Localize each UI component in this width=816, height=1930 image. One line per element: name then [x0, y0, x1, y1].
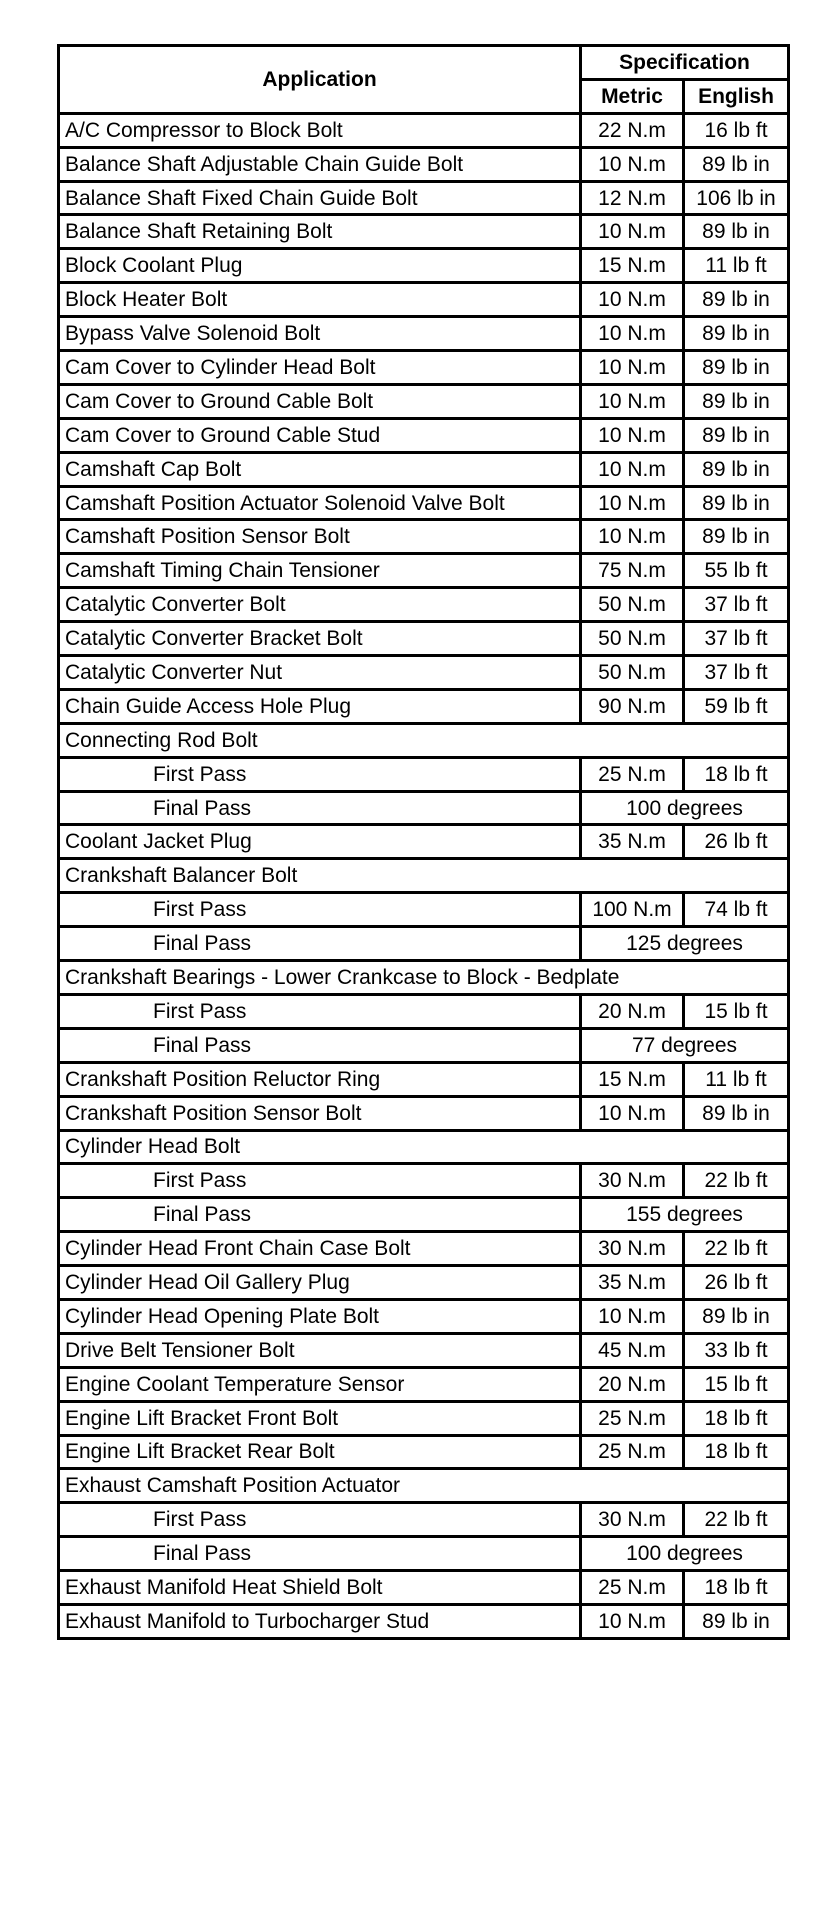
application-cell: Balance Shaft Fixed Chain Guide Bolt	[59, 181, 581, 215]
application-cell: Bypass Valve Solenoid Bolt	[59, 317, 581, 351]
english-cell: 89 lb in	[684, 1096, 789, 1130]
metric-cell: 30 N.m	[581, 1232, 684, 1266]
pass-label-cell: First Pass	[59, 1164, 581, 1198]
header-row-top	[59, 46, 789, 80]
metric-cell: 10 N.m	[581, 384, 684, 418]
english-cell: 22 lb ft	[684, 1164, 789, 1198]
english-cell: 11 lb ft	[684, 1062, 789, 1096]
english-cell: 26 lb ft	[684, 825, 789, 859]
table-row	[59, 1096, 789, 1130]
table-row	[59, 1299, 789, 1333]
metric-cell: 10 N.m	[581, 1096, 684, 1130]
table-row	[59, 825, 789, 859]
metric-cell: 20 N.m	[581, 994, 684, 1028]
metric-cell: 25 N.m	[581, 1571, 684, 1605]
group-label-cell: Crankshaft Bearings - Lower Crankcase to Block - Bedplate	[59, 961, 789, 995]
english-cell: 18 lb ft	[684, 1401, 789, 1435]
metric-cell: 22 N.m	[581, 113, 684, 147]
pass-row	[59, 1503, 789, 1537]
english-cell: 18 lb ft	[684, 757, 789, 791]
application-cell: Block Coolant Plug	[59, 249, 581, 283]
application-cell: Cam Cover to Ground Cable Stud	[59, 418, 581, 452]
application-cell: Cam Cover to Cylinder Head Bolt	[59, 351, 581, 385]
angle-cell: 155 degrees	[581, 1198, 789, 1232]
metric-cell: 10 N.m	[581, 418, 684, 452]
english-cell: 26 lb ft	[684, 1266, 789, 1300]
table-row	[59, 283, 789, 317]
torque-spec-table	[57, 44, 790, 1640]
english-cell: 37 lb ft	[684, 622, 789, 656]
table-row	[59, 317, 789, 351]
table-row	[59, 689, 789, 723]
application-cell: Balance Shaft Adjustable Chain Guide Bolt	[59, 147, 581, 181]
table-row	[59, 656, 789, 690]
table-header	[59, 46, 789, 114]
english-cell: 11 lb ft	[684, 249, 789, 283]
application-cell: Exhaust Manifold Heat Shield Bolt	[59, 1571, 581, 1605]
metric-cell: 15 N.m	[581, 249, 684, 283]
table-row	[59, 588, 789, 622]
metric-cell: 50 N.m	[581, 656, 684, 690]
application-cell: Balance Shaft Retaining Bolt	[59, 215, 581, 249]
english-cell: 89 lb in	[684, 520, 789, 554]
english-cell: 37 lb ft	[684, 588, 789, 622]
metric-cell: 10 N.m	[581, 351, 684, 385]
group-row	[59, 859, 789, 893]
table-row	[59, 418, 789, 452]
angle-cell: 125 degrees	[581, 927, 789, 961]
english-cell: 89 lb in	[684, 147, 789, 181]
application-cell: Catalytic Converter Nut	[59, 656, 581, 690]
application-cell: Camshaft Cap Bolt	[59, 452, 581, 486]
table-row	[59, 452, 789, 486]
table-row	[59, 554, 789, 588]
table-row	[59, 1062, 789, 1096]
metric-cell: 25 N.m	[581, 757, 684, 791]
table-row	[59, 113, 789, 147]
table-row	[59, 215, 789, 249]
metric-cell: 75 N.m	[581, 554, 684, 588]
table-row	[59, 1401, 789, 1435]
metric-cell: 100 N.m	[581, 893, 684, 927]
application-cell: Engine Lift Bracket Rear Bolt	[59, 1435, 581, 1469]
english-cell: 74 lb ft	[684, 893, 789, 927]
application-cell: Camshaft Position Actuator Solenoid Valve Bolt	[59, 486, 581, 520]
application-cell: Cam Cover to Ground Cable Bolt	[59, 384, 581, 418]
group-label-cell: Cylinder Head Bolt	[59, 1130, 789, 1164]
metric-cell: 90 N.m	[581, 689, 684, 723]
table-row	[59, 1367, 789, 1401]
pass-label-cell: Final Pass	[59, 927, 581, 961]
group-row	[59, 1469, 789, 1503]
application-cell: Cylinder Head Opening Plate Bolt	[59, 1299, 581, 1333]
final-pass-row	[59, 1537, 789, 1571]
english-cell: 89 lb in	[684, 418, 789, 452]
header-specification: Specification	[581, 46, 789, 80]
english-cell: 16 lb ft	[684, 113, 789, 147]
final-pass-row	[59, 1198, 789, 1232]
metric-cell: 10 N.m	[581, 283, 684, 317]
table-row	[59, 1571, 789, 1605]
pass-label-cell: First Pass	[59, 893, 581, 927]
angle-cell: 77 degrees	[581, 1028, 789, 1062]
metric-cell: 35 N.m	[581, 1266, 684, 1300]
metric-cell: 25 N.m	[581, 1435, 684, 1469]
metric-cell: 15 N.m	[581, 1062, 684, 1096]
angle-cell: 100 degrees	[581, 1537, 789, 1571]
english-cell: 89 lb in	[684, 486, 789, 520]
application-cell: Cylinder Head Front Chain Case Bolt	[59, 1232, 581, 1266]
group-label-cell: Connecting Rod Bolt	[59, 723, 789, 757]
application-cell: Crankshaft Position Sensor Bolt	[59, 1096, 581, 1130]
metric-cell: 50 N.m	[581, 588, 684, 622]
english-cell: 37 lb ft	[684, 656, 789, 690]
header-english: English	[684, 79, 789, 113]
english-cell: 15 lb ft	[684, 1367, 789, 1401]
group-row	[59, 1130, 789, 1164]
english-cell: 18 lb ft	[684, 1435, 789, 1469]
table-row	[59, 384, 789, 418]
application-cell: Cylinder Head Oil Gallery Plug	[59, 1266, 581, 1300]
table-row	[59, 622, 789, 656]
table-body	[59, 113, 789, 1638]
english-cell: 89 lb in	[684, 1604, 789, 1638]
metric-cell: 30 N.m	[581, 1164, 684, 1198]
application-cell: Coolant Jacket Plug	[59, 825, 581, 859]
header-metric: Metric	[581, 79, 684, 113]
metric-cell: 10 N.m	[581, 520, 684, 554]
pass-row	[59, 893, 789, 927]
metric-cell: 45 N.m	[581, 1333, 684, 1367]
metric-cell: 10 N.m	[581, 215, 684, 249]
application-cell: Catalytic Converter Bolt	[59, 588, 581, 622]
application-cell: Exhaust Manifold to Turbocharger Stud	[59, 1604, 581, 1638]
group-row	[59, 961, 789, 995]
english-cell: 15 lb ft	[684, 994, 789, 1028]
pass-label-cell: Final Pass	[59, 791, 581, 825]
pass-label-cell: Final Pass	[59, 1028, 581, 1062]
pass-row	[59, 1164, 789, 1198]
table-row	[59, 1435, 789, 1469]
metric-cell: 20 N.m	[581, 1367, 684, 1401]
application-cell: Crankshaft Position Reluctor Ring	[59, 1062, 581, 1096]
group-label-cell: Exhaust Camshaft Position Actuator	[59, 1469, 789, 1503]
metric-cell: 10 N.m	[581, 1604, 684, 1638]
table-row	[59, 520, 789, 554]
table-row	[59, 486, 789, 520]
table-row	[59, 351, 789, 385]
application-cell: A/C Compressor to Block Bolt	[59, 113, 581, 147]
application-cell: Engine Lift Bracket Front Bolt	[59, 1401, 581, 1435]
english-cell: 89 lb in	[684, 215, 789, 249]
pass-label-cell: Final Pass	[59, 1198, 581, 1232]
english-cell: 33 lb ft	[684, 1333, 789, 1367]
pass-label-cell: First Pass	[59, 757, 581, 791]
table-row	[59, 147, 789, 181]
group-row	[59, 723, 789, 757]
metric-cell: 50 N.m	[581, 622, 684, 656]
table-row	[59, 249, 789, 283]
metric-cell: 10 N.m	[581, 1299, 684, 1333]
metric-cell: 10 N.m	[581, 317, 684, 351]
english-cell: 89 lb in	[684, 317, 789, 351]
application-cell: Camshaft Position Sensor Bolt	[59, 520, 581, 554]
english-cell: 22 lb ft	[684, 1232, 789, 1266]
final-pass-row	[59, 927, 789, 961]
group-label-cell: Crankshaft Balancer Bolt	[59, 859, 789, 893]
english-cell: 89 lb in	[684, 1299, 789, 1333]
metric-cell: 30 N.m	[581, 1503, 684, 1537]
table-row	[59, 1266, 789, 1300]
english-cell: 22 lb ft	[684, 1503, 789, 1537]
angle-cell: 100 degrees	[581, 791, 789, 825]
metric-cell: 25 N.m	[581, 1401, 684, 1435]
english-cell: 89 lb in	[684, 452, 789, 486]
final-pass-row	[59, 791, 789, 825]
application-cell: Block Heater Bolt	[59, 283, 581, 317]
pass-label-cell: Final Pass	[59, 1537, 581, 1571]
application-cell: Engine Coolant Temperature Sensor	[59, 1367, 581, 1401]
english-cell: 89 lb in	[684, 384, 789, 418]
english-cell: 18 lb ft	[684, 1571, 789, 1605]
table-row	[59, 1604, 789, 1638]
metric-cell: 10 N.m	[581, 147, 684, 181]
metric-cell: 10 N.m	[581, 486, 684, 520]
english-cell: 106 lb in	[684, 181, 789, 215]
metric-cell: 10 N.m	[581, 452, 684, 486]
pass-label-cell: First Pass	[59, 1503, 581, 1537]
application-cell: Chain Guide Access Hole Plug	[59, 689, 581, 723]
english-cell: 59 lb ft	[684, 689, 789, 723]
pass-row	[59, 994, 789, 1028]
pass-label-cell: First Pass	[59, 994, 581, 1028]
application-cell: Catalytic Converter Bracket Bolt	[59, 622, 581, 656]
header-application: Application	[59, 46, 581, 114]
metric-cell: 35 N.m	[581, 825, 684, 859]
english-cell: 89 lb in	[684, 351, 789, 385]
table-row	[59, 1232, 789, 1266]
pass-row	[59, 757, 789, 791]
application-cell: Drive Belt Tensioner Bolt	[59, 1333, 581, 1367]
english-cell: 55 lb ft	[684, 554, 789, 588]
application-cell: Camshaft Timing Chain Tensioner	[59, 554, 581, 588]
table-row	[59, 181, 789, 215]
table-row	[59, 1333, 789, 1367]
english-cell: 89 lb in	[684, 283, 789, 317]
metric-cell: 12 N.m	[581, 181, 684, 215]
final-pass-row	[59, 1028, 789, 1062]
